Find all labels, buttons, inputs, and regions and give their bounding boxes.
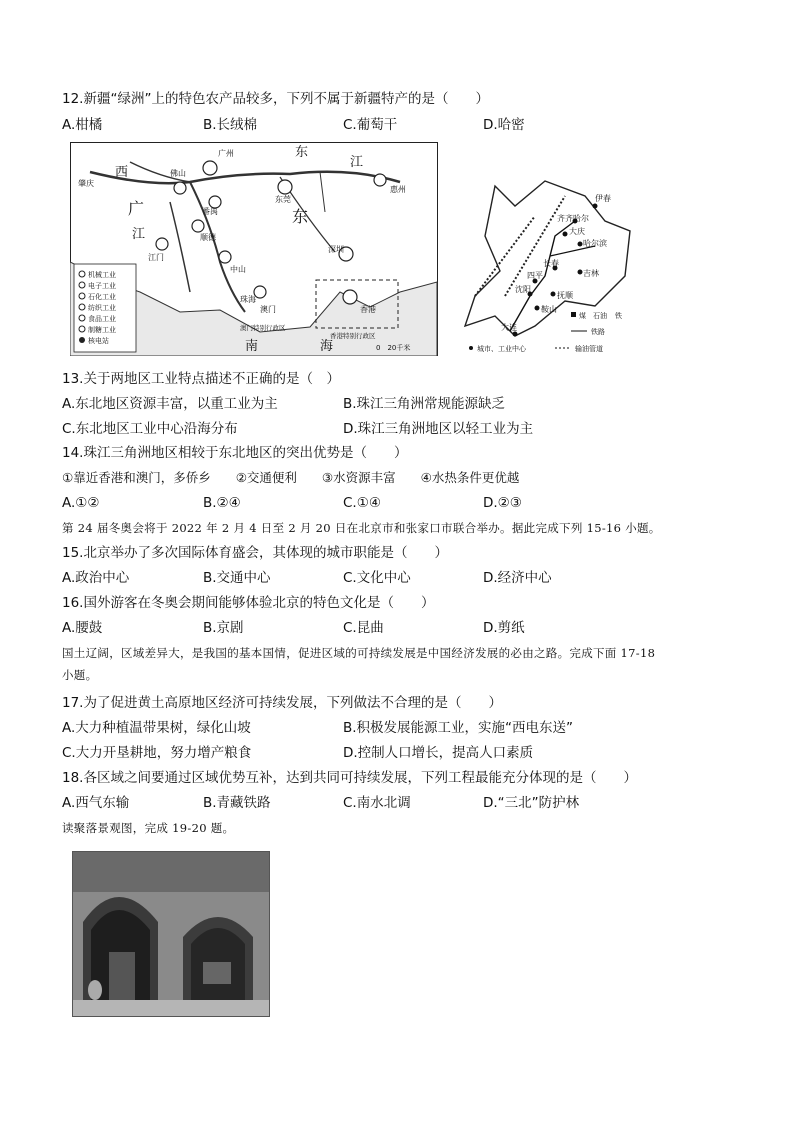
q13-option-d: D.珠江三角洲地区以轻工业为主 <box>343 421 534 437</box>
legend-oil: 石油 <box>593 312 607 320</box>
note-17-18-line1: 国土辽阔，区域差异大，是我国的基本国情，促进区域的可持续发展是中国经济发展的必由之路。完成下面 17-18 <box>62 646 656 660</box>
legend-sugar: 制糖工业 <box>88 326 116 334</box>
q14-option-b: B.②④ <box>203 495 241 511</box>
q13-option-a: A.东北地区资源丰富，以重工业为主 <box>62 396 278 412</box>
legend-coal: 煤 <box>579 312 586 320</box>
city-siping: 四平 <box>527 271 543 280</box>
cave-dwelling-illustration <box>73 852 269 1016</box>
note-19-20: 读聚落景观图，完成 19-20 题。 <box>62 821 235 835</box>
legend-food: 食品工业 <box>88 315 116 323</box>
city-fushun: 抚顺 <box>557 291 573 300</box>
label-jiang-river: 江 <box>350 155 364 170</box>
q16-option-b: B.京剧 <box>203 620 244 636</box>
q18-option-a: A.西气东输 <box>62 795 130 811</box>
q17-stem: 17.为了促进黄土高原地区经济可持续发展，下列做法不合理的是（ ） <box>62 695 502 711</box>
q14-option-a: A.①② <box>62 495 100 511</box>
q15-option-a: A.政治中心 <box>62 570 130 586</box>
label-hk-sar: 香港特别行政区 <box>330 332 376 340</box>
label-jiangmen: 江门 <box>148 253 164 262</box>
map-scale: 0 20千米 <box>376 344 411 352</box>
legend-nuclear: 核电站 <box>88 337 109 345</box>
label-foshan: 佛山 <box>170 169 186 178</box>
q18-stem: 18.各区域之间要通过区域优势互补，达到共同可持续发展，下列工程最能充分体现的是（ ） <box>62 770 637 786</box>
q16-option-d: D.剪纸 <box>483 620 525 636</box>
q12-option-c: C.葡萄干 <box>343 117 398 133</box>
q15-stem: 15.北京举办了多次国际体育盛会，其体现的城市职能是（ ） <box>62 545 448 561</box>
guangzhou-marker <box>203 161 217 175</box>
note-15-16: 第 24 届冬奥会将于 2022 年 2 月 4 日至 2 月 20 日在北京市和张家口市联合举办。据此完成下列 15-16 小题。 <box>62 521 661 535</box>
city-jilin: 吉林 <box>583 269 599 278</box>
q12-option-b: B.长绒棉 <box>203 117 258 133</box>
q13-stem: 13.关于两地区工业特点描述不正确的是（ ） <box>62 371 340 387</box>
q13-option-c: C.东北地区工业中心沿海分布 <box>62 421 238 437</box>
city-yichun: 伊春 <box>595 194 611 203</box>
city-shenyang: 沈阳 <box>515 285 531 294</box>
city-changchun: 长春 <box>543 259 559 268</box>
label-zhaoqing: 肇庆 <box>78 179 94 188</box>
dongguan-marker <box>278 180 292 194</box>
label-jiang: 江 <box>132 227 146 242</box>
q17-option-c: C.大力开垦耕地，努力增产粮食 <box>62 745 252 761</box>
northeast-china-map <box>455 176 637 356</box>
jiangmen-marker <box>156 238 168 250</box>
hongkong-marker <box>343 290 357 304</box>
q12-stem: 12.新疆“绿洲”上的特色农产品较多，下列不属于新疆特产的是（ ） <box>62 91 489 107</box>
label-huizhou: 惠州 <box>390 185 406 194</box>
label-dongguan: 东莞 <box>275 195 291 204</box>
city-anshan: 鞍山 <box>541 305 557 314</box>
cave-dwelling-photo <box>72 851 270 1017</box>
city-harbin: 哈尔滨 <box>583 239 607 248</box>
q16-stem: 16.国外游客在冬奥会期间能够体验北京的特色文化是（ ） <box>62 595 435 611</box>
q14-stem: 14.珠江三角洲地区相较于东北地区的突出优势是（ ） <box>62 445 408 461</box>
q15-option-c: C.文化中心 <box>343 570 411 586</box>
q17-option-b: B.积极发展能源工业，实施“西电东送” <box>343 720 574 736</box>
city-daqing: 大庆 <box>569 227 585 236</box>
label-zhongshan: 中山 <box>230 265 246 274</box>
label-guang: 广 <box>128 199 145 218</box>
label-macau-sar: 澳门特别行政区 <box>240 324 286 332</box>
legend-railway: 铁路 <box>591 328 605 336</box>
city-qiqihar: 齐齐哈尔 <box>557 214 589 223</box>
label-nan: 南 <box>245 339 259 354</box>
legend-iron: 铁 <box>615 312 622 320</box>
label-guangzhou: 广州 <box>218 149 234 158</box>
shunde-marker <box>192 220 204 232</box>
q14-choices: ①靠近香港和澳门，多侨乡 ②交通便利 ③水资源丰富 ④水热条件更优越 <box>62 470 520 485</box>
q18-option-d: D.“三北”防护林 <box>483 795 580 811</box>
pearl-river-delta-map <box>70 142 438 356</box>
legend-city: 城市、工业中心 <box>477 345 526 353</box>
zhongshan-marker <box>219 251 231 263</box>
q18-option-b: B.青藏铁路 <box>203 795 271 811</box>
q12-option-d: D.哈密 <box>483 117 525 133</box>
legend-electronics: 电子工业 <box>88 282 116 290</box>
label-xi-river: 西 <box>115 165 129 180</box>
q16-option-c: C.昆曲 <box>343 620 384 636</box>
label-shenzhen: 深圳 <box>328 245 344 254</box>
q15-option-b: B.交通中心 <box>203 570 271 586</box>
q17-option-a: A.大力种植温带果树，绿化山坡 <box>62 720 251 736</box>
legend-textile: 纺织工业 <box>88 304 116 312</box>
city-dalian: 大连 <box>501 323 517 332</box>
label-dong: 东 <box>292 207 309 226</box>
foshan-marker <box>174 182 186 194</box>
huizhou-marker <box>374 174 386 186</box>
q18-option-c: C.南水北调 <box>343 795 411 811</box>
q14-option-d: D.②③ <box>483 495 522 511</box>
legend-petrochem: 石化工业 <box>88 293 116 301</box>
label-hai: 海 <box>320 339 334 354</box>
label-hongkong: 香港 <box>360 305 376 314</box>
q14-option-c: C.①④ <box>343 495 381 511</box>
legend-machinery: 机械工业 <box>88 271 116 279</box>
label-panyu: 番禺 <box>202 207 218 216</box>
label-shunde: 顺德 <box>200 233 216 242</box>
q13-option-b: B.珠江三角洲常规能源缺乏 <box>343 396 506 412</box>
label-zhuhai: 珠海 <box>240 295 256 304</box>
q15-option-d: D.经济中心 <box>483 570 552 586</box>
label-dong-river: 东 <box>295 145 309 160</box>
label-macau: 澳门 <box>260 305 276 314</box>
legend-pipeline: 输油管道 <box>575 345 603 353</box>
q16-option-a: A.腰鼓 <box>62 620 103 636</box>
q12-option-a: A.柑橘 <box>62 117 103 133</box>
q17-option-d: D.控制人口增长，提高人口素质 <box>343 745 534 761</box>
note-17-18-line2: 小题。 <box>62 668 98 682</box>
